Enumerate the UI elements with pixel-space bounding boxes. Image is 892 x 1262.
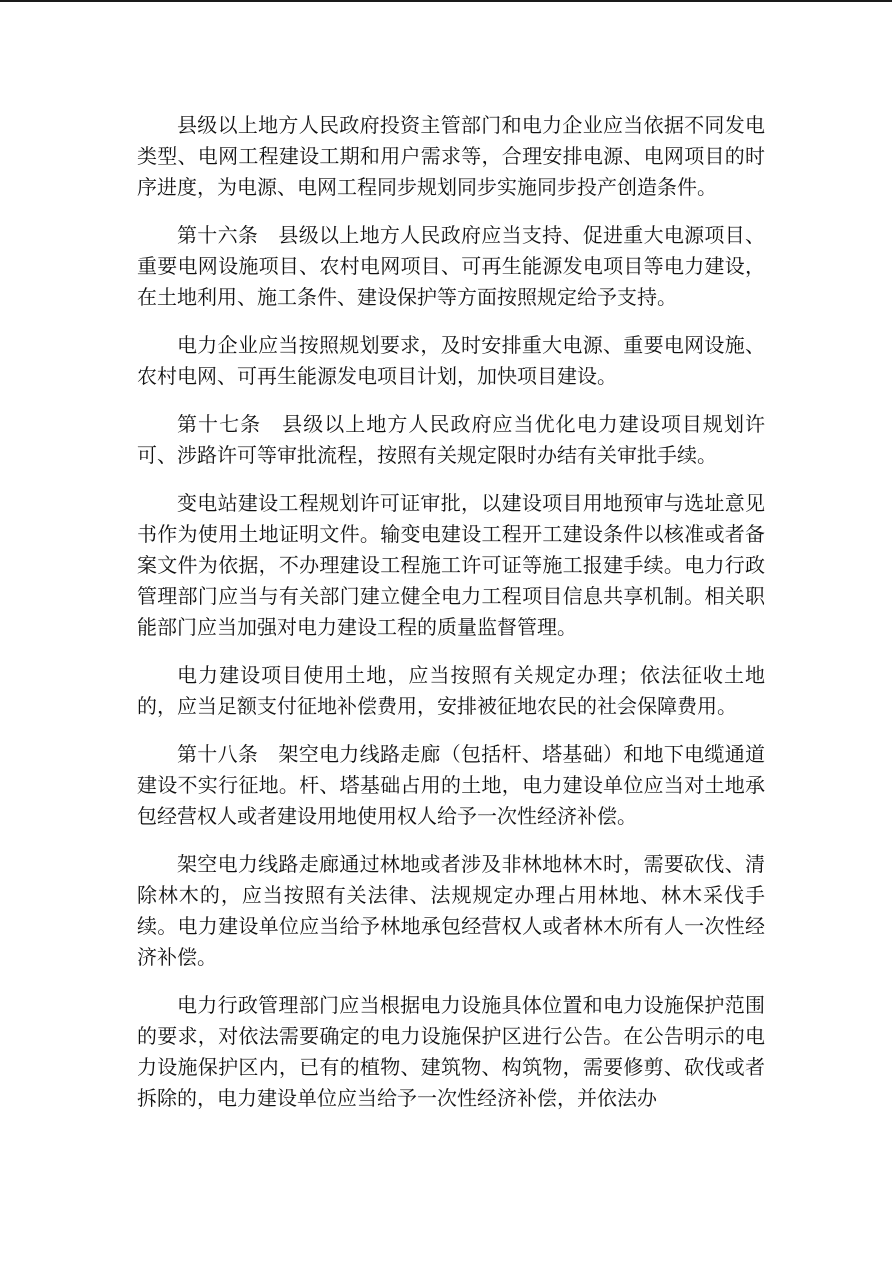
paragraph-9: 电力行政管理部门应当根据电力设施具体位置和电力设施保护范围的要求，对依法需要确定的电力设施保护区进行公告。在公告明示的电力设施保护区内，已有的植物、建筑物、构筑物，需要修剪、砍伐或者拆除的，电力建设单位应当给予一次性经济补偿，并依法办 — [137, 993, 765, 1110]
document-body — [137, 110, 765, 1131]
paragraph-3: 电力企业应当按照规划要求，及时安排重大电源、重要电网设施、农村电网、可再生能源发电项目计划，加快项目建设。 — [137, 333, 765, 388]
paragraph-article-17: 第十七条 县级以上地方人民政府应当优化电力建设项目规划许可、涉路许可等审批流程，按照有关规定限时办结有关审批手续。 — [137, 412, 765, 467]
paragraph-5: 变电站建设工程规划许可证审批，以建设项目用地预审与选址意见书作为使用土地证明文件。输变电建设工程开工建设条件以核准或者备案文件为依据，不办理建设工程施工许可证等施工报建手续。电力行政管理部门应当与有关部门建立健全电力工程项目信息共享机制。相关职能部门应当加强对电力建设工程的质量监督管理。 — [137, 491, 765, 639]
paragraph-8: 架空电力线路走廊通过林地或者涉及非林地林木时，需要砍伐、清除林木的，应当按照有关法律、法规规定办理占用林地、林木采伐手续。电力建设单位应当给予林地承包经营权人或者林木所有人一次性经济补偿。 — [137, 852, 765, 969]
paragraph-article-18: 第十八条 架空电力线路走廊（包括杆、塔基础）和地下电缆通道建设不实行征地。杆、塔基础占用的土地，电力建设单位应当对土地承包经营权人或者建设用地使用权人给予一次性经济补偿。 — [137, 742, 765, 828]
page-top-border — [0, 0, 892, 2]
paragraph-6: 电力建设项目使用土地，应当按照有关规定办理；依法征收土地的，应当足额支付征地补偿费用，安排被征地农民的社会保障费用。 — [137, 663, 765, 718]
paragraph-article-16: 第十六条 县级以上地方人民政府应当支持、促进重大电源项目、重要电网设施项目、农村电网项目、可再生能源发电项目等电力建设，在土地利用、施工条件、建设保护等方面按照规定给予支持。 — [137, 223, 765, 309]
paragraph-1: 县级以上地方人民政府投资主管部门和电力企业应当依据不同发电类型、电网工程建设工期和用户需求等，合理安排电源、电网项目的时序进度，为电源、电网工程同步规划同步实施同步投产创造条件。 — [137, 113, 765, 199]
